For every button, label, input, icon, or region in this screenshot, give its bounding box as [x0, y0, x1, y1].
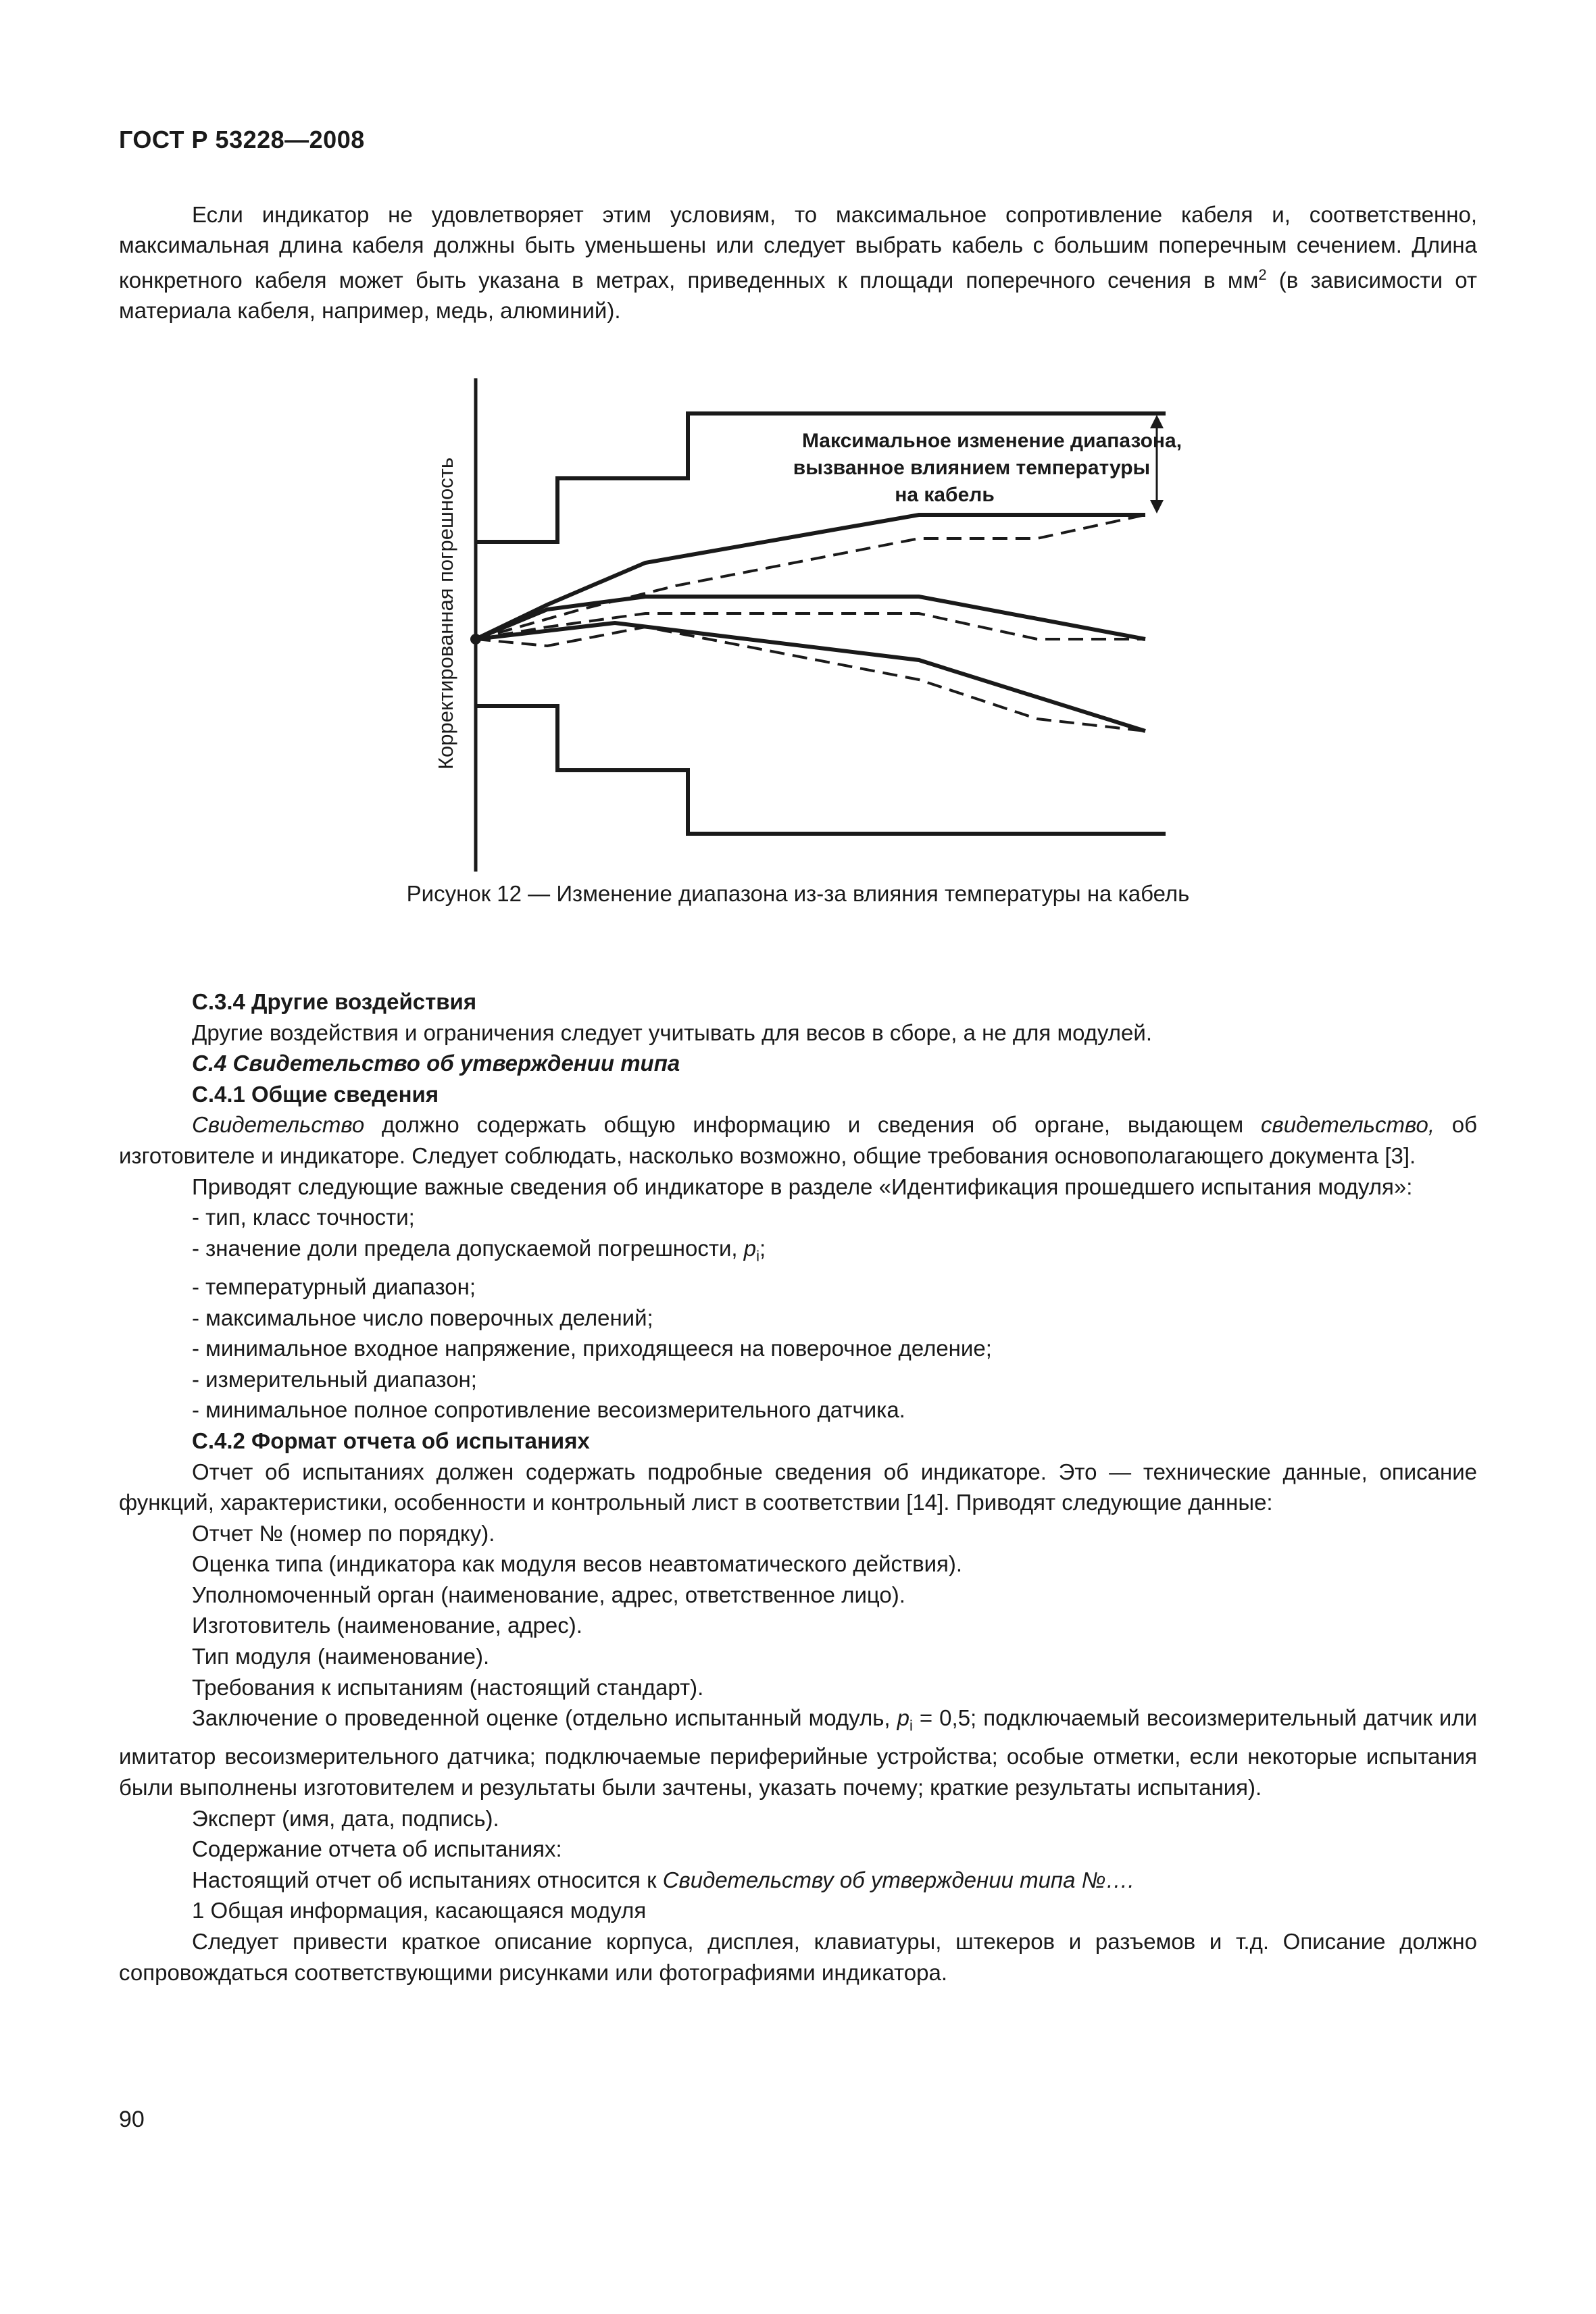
- report-line-9-text: Настоящий отчет об испытаниях относится к: [192, 1867, 663, 1892]
- list-item: - измерительный диапазон;: [192, 1366, 477, 1392]
- middle-solid-curve: [476, 597, 1145, 639]
- annotation-line-1: Максимальное изменение диапазона,: [801, 430, 1182, 452]
- conclusion-text-b: = 0,5; подключаемый весоизмерительный датчик или имитатор весоизмерительного датчика; подключаемые периферийные устройства; особые отметки, если некоторые испытания были выполнены изготовителем и результаты были зачтены, указать почему; краткие результаты испытания).: [119, 1705, 1478, 1801]
- list-item: - минимальное входное напряжение, приходящееся на поверочное деление;: [192, 1336, 992, 1361]
- section-c34-text: Другие воздействия и ограничения следует учитывать для весов в сборе, а не для модулей.: [192, 1020, 1153, 1045]
- intro-paragraph: [119, 200, 1477, 326]
- report-line: Отчет № (номер по порядку).: [192, 1520, 495, 1546]
- c41-text-b: об изготовителе и индикаторе. Следует соблюдать, насколько возможно, общие требования основополагающего документа [3].: [119, 1112, 1477, 1168]
- annotation-line-3: на кабель: [895, 484, 995, 506]
- list-item-2-text: - значение доли предела допускаемой погрешности,: [192, 1235, 744, 1261]
- range-arrow-top: [1150, 415, 1164, 428]
- report-line: [119, 1865, 1477, 1896]
- c41-emphasis-2: свидетельство,: [1260, 1112, 1435, 1138]
- report-line: Содержание отчета об испытаниях:: [192, 1836, 562, 1862]
- report-line: Тип модуля (наименование).: [192, 1644, 490, 1669]
- section-c34-heading: С.3.4 Другие воздействия: [192, 989, 477, 1014]
- figure-12: [0, 365, 1596, 905]
- section-c42-paragraph: Отчет об испытаниях должен содержать подробные сведения об индикаторе. Это — технические данные, описание функций, характеристики, особенности и контрольный лист в соответствии [14]. Приводят следующие данные:: [119, 1459, 1477, 1515]
- report-line: Изготовитель (наименование, адрес).: [192, 1613, 582, 1638]
- report-line: Требования к испытаниям (настоящий стандарт).: [192, 1674, 704, 1700]
- list-item-2-end: ;: [759, 1235, 766, 1261]
- document-header: ГОСТ Р 53228—2008: [119, 126, 365, 153]
- annotation-line-2: вызванное влиянием температуры: [793, 457, 1151, 479]
- section-c41-paragraph-1: [119, 1109, 1477, 1171]
- section-c4-heading: С.4 Свидетельство об утверждении типа: [192, 1051, 680, 1076]
- list-item: [119, 1233, 1477, 1272]
- report-line-9-emphasis: Свидетельству об утверждении типа №….: [662, 1867, 1134, 1892]
- report-line: Оценка типа (индикатора как модуля весов неавтоматического действия).: [192, 1551, 963, 1577]
- c41-text-a: должно содержать общую информацию и сведения об органе, выдающем: [364, 1112, 1261, 1138]
- lower-dashed-curve: [476, 627, 1145, 731]
- section-c41-heading: С.4.1 Общие сведения: [192, 1081, 439, 1107]
- variable-p: p: [897, 1705, 909, 1731]
- variable-p: p: [743, 1235, 757, 1261]
- list-item: - температурный диапазон;: [192, 1274, 476, 1299]
- c41-emphasis-1: Свидетельство: [192, 1112, 365, 1138]
- page-number: 90: [119, 2107, 145, 2132]
- section-c41-paragraph-2: Приводят следующие важные сведения об индикаторе в разделе «Идентификация прошедшего испытания модуля»:: [192, 1174, 1413, 1199]
- y-axis-label: Корректированная погрешность: [434, 457, 457, 770]
- last-paragraph: Следует привести краткое описание корпуса, дисплея, клавиатуры, штекеров и разъемов и т.д. Описание должно сопровождаться соответствующими рисунками или фотографиями индикатора.: [119, 1929, 1477, 1985]
- report-line: 1 Общая информация, касающаяся модуля: [192, 1898, 647, 1923]
- report-line: Уполномоченный орган (наименование, адрес, ответственное лицо).: [192, 1582, 905, 1607]
- list-item: - минимальное полное сопротивление весоизмерительного датчика.: [192, 1397, 905, 1423]
- report-line: Эксперт (имя, дата, подпись).: [192, 1805, 499, 1831]
- conclusion-text-a: Заключение о проведенной оценке (отдельно испытанный модуль,: [192, 1705, 897, 1731]
- body-sections: [119, 986, 1477, 1988]
- range-arrow-bottom: [1150, 500, 1164, 513]
- lower-limit-line: [476, 706, 1166, 834]
- list-item: - тип, класс точности;: [192, 1205, 415, 1230]
- subscript-i: i: [756, 1247, 760, 1265]
- intro-text-1: Если индикатор не удовлетворяет этим условиям, то максимальное сопротивление кабеля и, соответственно, максимальная длина кабеля должны быть уменьшены или следует выбрать кабель с большим поперечным сечением. Длина конкретного кабеля может быть указана в метрах, приведенных к площади поперечного сечения в мм: [119, 202, 1477, 293]
- figure-diagram: [0, 365, 1596, 905]
- conclusion-paragraph: [119, 1703, 1477, 1803]
- list-item: - максимальное число поверочных делений;: [192, 1305, 653, 1330]
- superscript-2: 2: [1258, 266, 1267, 283]
- intro-text-2: (в зависимости от материала кабеля, например, медь, алюминий).: [119, 268, 1477, 323]
- section-c42-heading: С.4.2 Формат отчета об испытаниях: [192, 1428, 590, 1453]
- figure-caption: Рисунок 12 — Изменение диапазона из-за влияния температуры на кабель: [406, 881, 1190, 906]
- subscript-i: i: [909, 1717, 913, 1734]
- origin-point: [470, 634, 481, 645]
